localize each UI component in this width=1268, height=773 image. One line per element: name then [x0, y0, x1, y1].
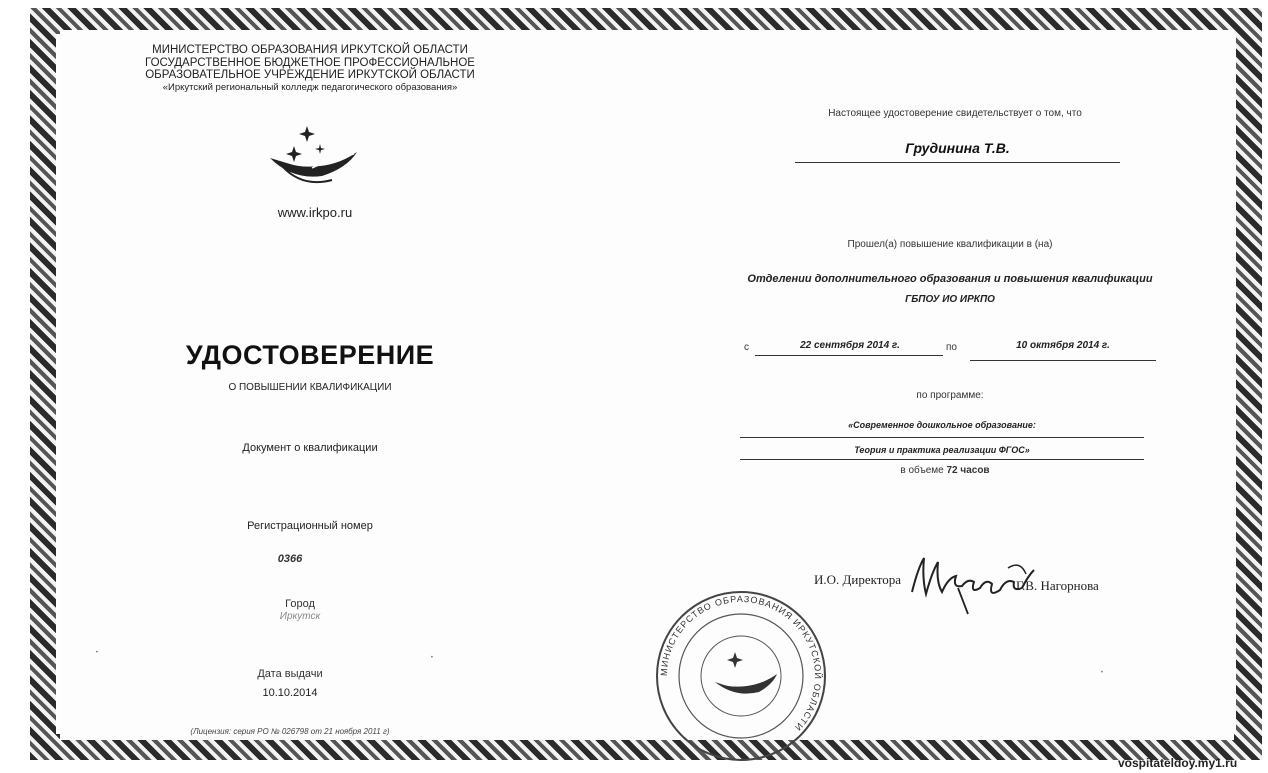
speckle: ‧	[95, 645, 99, 659]
website-url: www.irkpo.ru	[277, 205, 353, 220]
signature-icon	[908, 548, 1038, 618]
official-seal-icon	[655, 590, 827, 762]
name-underline	[795, 162, 1120, 163]
license-note: (Лицензия: серия РО № 026798 от 21 ноября 2011 г)	[190, 727, 390, 736]
institution-text: ГБПОУ ИО ИРКПО	[905, 294, 995, 305]
hours-value: 72 часов	[946, 465, 990, 476]
hours-prefix: в объеме	[900, 465, 944, 476]
issue-date-value: 10.10.2014	[262, 687, 318, 699]
director-name: Г.В. Нагорнова	[1016, 578, 1099, 593]
speckle: ‧	[1100, 665, 1104, 679]
ministry-line-2: ГОСУДАРСТВЕННОЕ БЮДЖЕТНОЕ ПРОФЕССИОНАЛЬНОЕ	[145, 56, 475, 69]
from-date: 22 сентября 2014 г.	[800, 340, 900, 351]
certificate-title: УДОСТОВЕРЕНИЕ	[185, 340, 435, 370]
intro-text: Настоящее удостоверение свидетельствует о том, что	[828, 108, 1082, 119]
city-value: Иркутск	[279, 611, 321, 622]
issue-date-label: Дата выдачи	[257, 668, 323, 680]
speckle: ‧	[430, 650, 434, 664]
to-underline	[970, 360, 1156, 361]
passed-text: Прошел(а) повышение квалификации в (на)	[847, 239, 1053, 250]
hours-text	[860, 465, 1030, 476]
registration-number: 0366	[277, 553, 303, 565]
certificate-subtitle: О ПОВЫШЕНИИ КВАЛИФИКАЦИИ	[228, 382, 392, 393]
document-label: Документ о квалификации	[242, 442, 378, 454]
college-logo-icon	[262, 118, 362, 198]
department-text: Отделении дополнительного образования и повышения квалификации	[747, 273, 1153, 285]
to-label: по	[946, 342, 957, 353]
director-label: И.О. Директора	[814, 572, 902, 587]
registration-label: Регистрационный номер	[247, 520, 373, 532]
program-line-1: «Современное дошкольное образование:	[848, 420, 1036, 430]
ministry-line-3: ОБРАЗОВАТЕЛЬНОЕ УЧРЕЖДЕНИЕ ИРКУТСКОЙ ОБЛАСТИ	[145, 69, 475, 81]
program-underline-1	[740, 437, 1144, 438]
from-underline	[755, 355, 943, 356]
program-line-2: Теория и практика реализации ФГОС»	[854, 445, 1030, 455]
seal-ring-text: МИНИСТЕРСТВО ОБРАЗОВАНИЯ ИРКУТСКОЙ ОБЛАСТИ	[658, 593, 824, 734]
from-label: с	[744, 342, 749, 353]
recipient-name: Грудинина Т.В.	[905, 140, 1010, 156]
program-label: по программе:	[916, 390, 984, 401]
site-watermark: vospitateldoy.my1.ru	[1118, 756, 1238, 770]
program-underline-2	[740, 459, 1144, 460]
college-name: «Иркутский региональный колледж педагогического образования»	[162, 81, 458, 93]
to-date: 10 октября 2014 г.	[1016, 340, 1110, 351]
ministry-header	[130, 44, 490, 94]
city-label: Город	[285, 598, 315, 610]
ministry-line-1: МИНИСТЕРСТВО ОБРАЗОВАНИЯ ИРКУТСКОЙ ОБЛАСТИ	[152, 44, 468, 56]
